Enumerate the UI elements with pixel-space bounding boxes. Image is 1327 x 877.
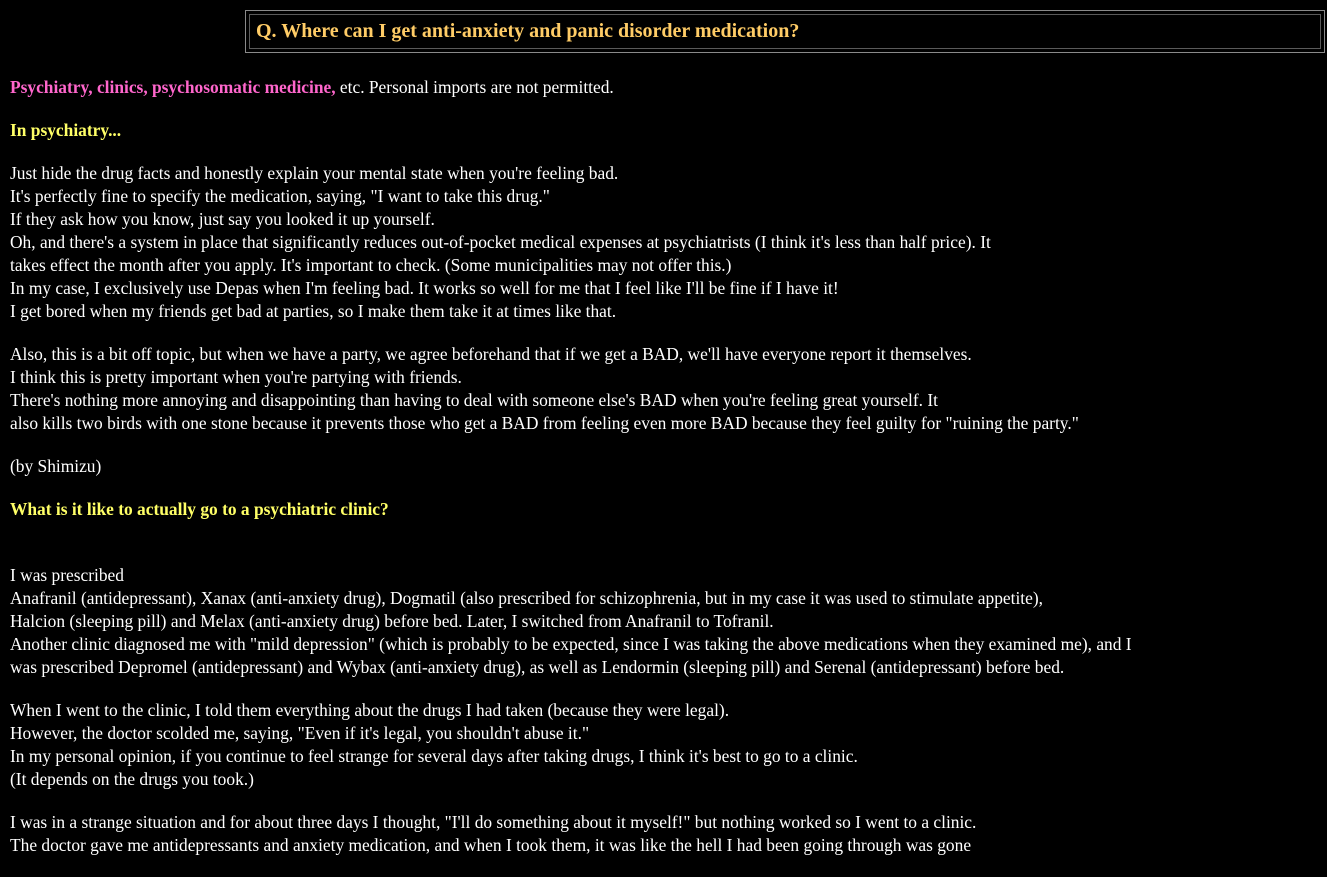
paragraph-line: However, the doctor scolded me, saying, "Even if it's legal, you shouldn't abuse it." bbox=[10, 723, 590, 743]
paragraph-line: Oh, and there's a system in place that significantly reduces out-of-pocket medical expenses at psychiatrists (I think it's less than half price). It bbox=[10, 232, 991, 252]
paragraph-line: There's nothing more annoying and disappointing than having to deal with someone else's BAD when you're feeling great yourself. It bbox=[10, 390, 938, 410]
paragraph-1 bbox=[10, 162, 1320, 323]
paragraph-3 bbox=[10, 564, 1320, 679]
paragraph-line: The doctor gave me antidepressants and anxiety medication, and when I took them, it was like the hell I had been going through was gone bbox=[10, 835, 972, 855]
paragraph-line: I think this is pretty important when you're partying with friends. bbox=[10, 367, 462, 387]
blank-line bbox=[10, 541, 1320, 564]
paragraph-4 bbox=[10, 699, 1320, 791]
paragraph-line: In my case, I exclusively use Depas when I'm feeling bad. It works so well for me that I feel like I'll be fine if I have it! bbox=[10, 278, 839, 298]
heading-in-psychiatry: In psychiatry... bbox=[10, 120, 122, 140]
paragraph-line: was prescribed Depromel (antidepressant) and Wybax (anti-anxiety drug), as well as Lendormin (sleeping pill) and Serenal (antidepressant) before bed. bbox=[10, 657, 1065, 677]
paragraph-line: When I went to the clinic, I told them everything about the drugs I had taken (because they were legal). bbox=[10, 700, 730, 720]
byline: (by Shimizu) bbox=[10, 456, 102, 476]
paragraph-2 bbox=[10, 343, 1320, 435]
paragraph-line: I was in a strange situation and for about three days I thought, "I'll do something about it myself!" but nothing worked so I went to a clinic. bbox=[10, 812, 977, 832]
paragraph-line: also kills two birds with one stone because it prevents those who get a BAD from feeling even more BAD because they feel guilty for "ruining the party." bbox=[10, 413, 1079, 433]
paragraph-line: takes effect the month after you apply. It's important to check. (Some municipalities may not offer this.) bbox=[10, 255, 732, 275]
question-title: Q. Where can I get anti-anxiety and panic disorder medication? bbox=[256, 20, 800, 42]
question-box bbox=[245, 10, 1325, 53]
heading-clinic-experience: What is it like to actually go to a psychiatric clinic? bbox=[10, 499, 389, 519]
paragraph-line: Just hide the drug facts and honestly explain your mental state when you're feeling bad. bbox=[10, 163, 619, 183]
paragraph-line: I get bored when my friends get bad at parties, so I make them take it at times like that. bbox=[10, 301, 617, 321]
intro-paragraph bbox=[10, 76, 1320, 99]
paragraph-line: Another clinic diagnosed me with "mild depression" (which is probably to be expected, since I was taking the above medications when they examined me), and I bbox=[10, 634, 1132, 654]
paragraph-line: (It depends on the drugs you took.) bbox=[10, 769, 254, 789]
paragraph-line: Also, this is a bit off topic, but when we have a party, we agree beforehand that if we get a BAD, we'll have everyone report it themselves. bbox=[10, 344, 972, 364]
paragraph-line: In my personal opinion, if you continue to feel strange for several days after taking drugs, I think it's best to go to a clinic. bbox=[10, 746, 858, 766]
paragraph-line: If they ask how you know, just say you looked it up yourself. bbox=[10, 209, 435, 229]
paragraph-line: Halcion (sleeping pill) and Melax (anti-anxiety drug) before bed. Later, I switched from Anafranil to Tofranil. bbox=[10, 611, 774, 631]
article-body bbox=[10, 76, 1320, 877]
intro-highlight: Psychiatry, clinics, psychosomatic medicine, bbox=[10, 77, 336, 97]
paragraph-line: Anafranil (antidepressant), Xanax (anti-anxiety drug), Dogmatil (also prescribed for schizophrenia, but in my case it was used to stimulate appetite), bbox=[10, 588, 1043, 608]
paragraph-line: I was prescribed bbox=[10, 565, 124, 585]
paragraph-line: It's perfectly fine to specify the medication, saying, "I want to take this drug." bbox=[10, 186, 550, 206]
intro-rest: etc. Personal imports are not permitted. bbox=[335, 77, 614, 97]
paragraph-5 bbox=[10, 811, 1320, 857]
